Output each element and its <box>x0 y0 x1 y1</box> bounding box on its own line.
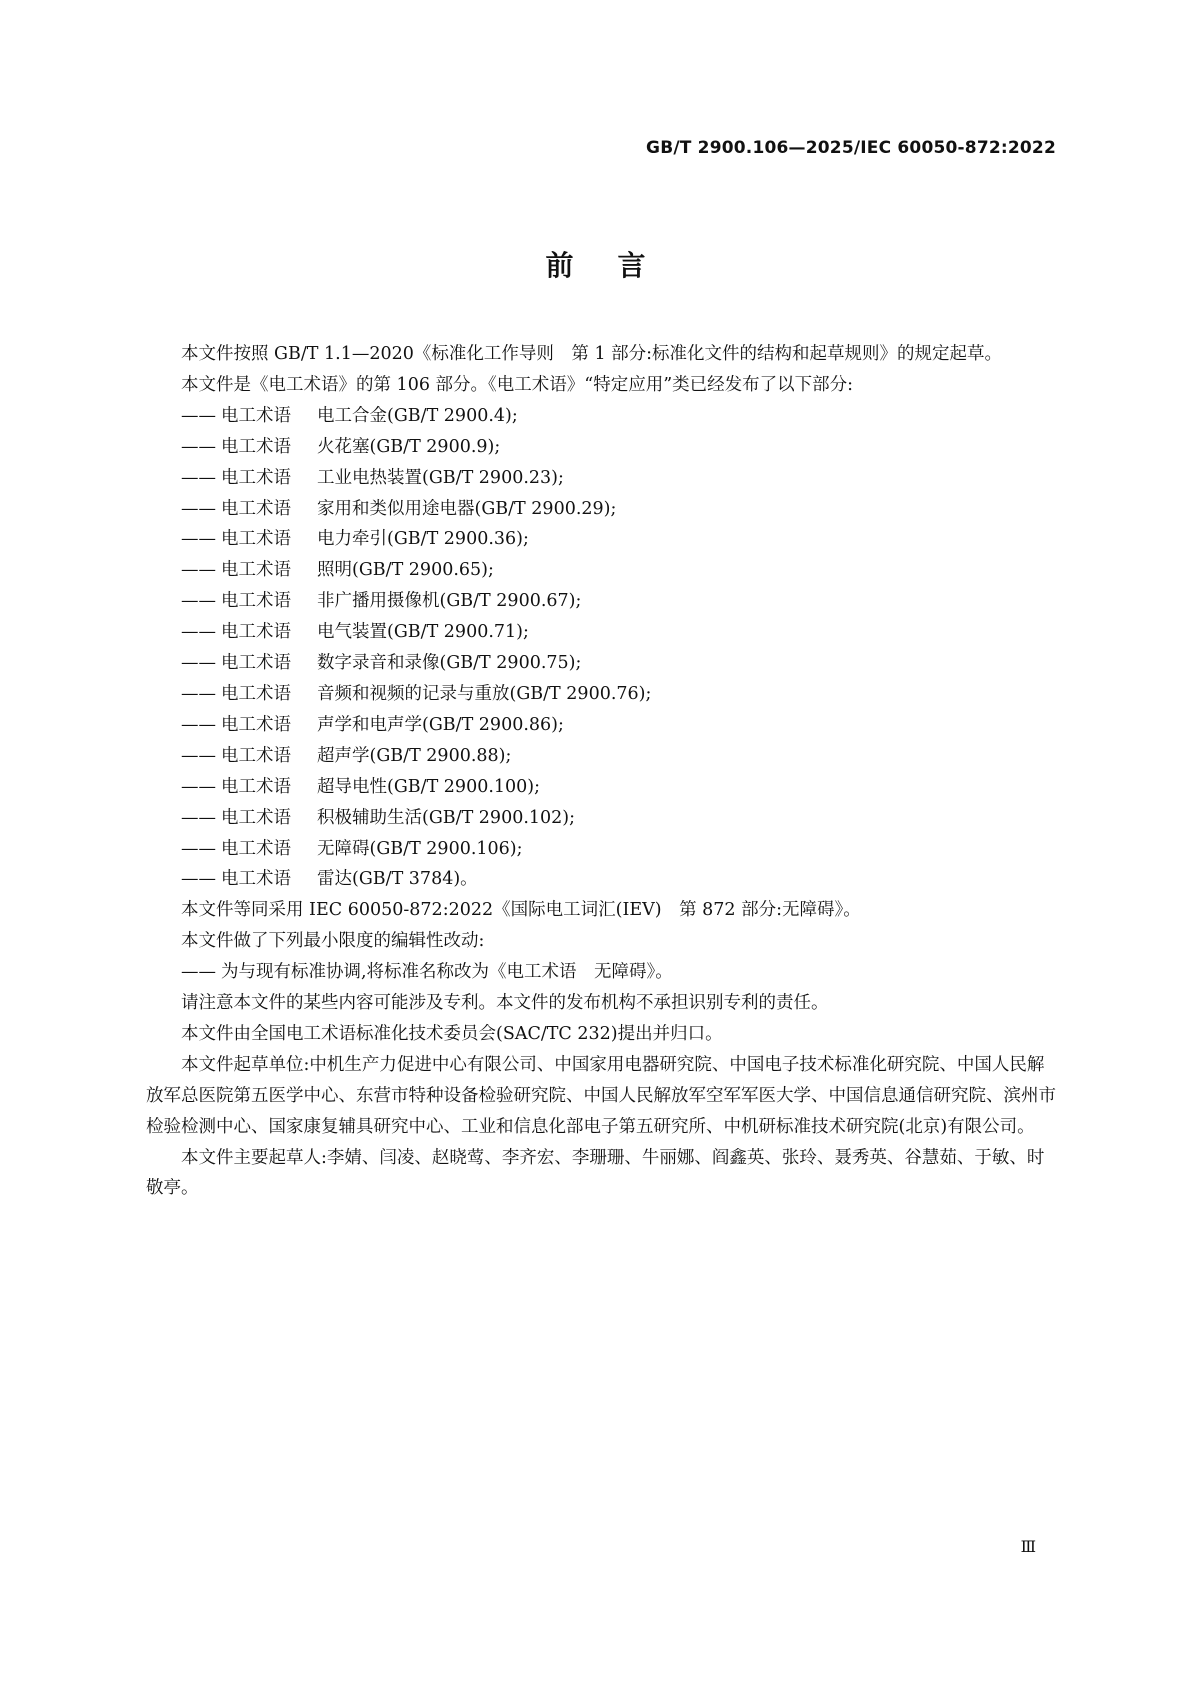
page-title: 前言 <box>545 249 690 282</box>
list-item: —— 电工术语 工业电热装置(GB/T 2900.23); <box>181 467 564 488</box>
list-item: —— 电工术语 电工合金(GB/T 2900.4); <box>181 405 518 426</box>
list-item: —— 电工术语 雷达(GB/T 3784)。 <box>181 869 478 890</box>
list-item: —— 电工术语 超声学(GB/T 2900.88); <box>181 745 512 766</box>
paragraph-drafters: 本文件主要起草人:李婧、闫凌、赵晓莺、李齐宏、李珊珊、牛丽娜、阎鑫英、张玲、聂秀英、谷慧茹、于敏、时敬亭。 <box>146 1147 1045 1199</box>
paragraph-adoption: 本文件等同采用 IEC 60050-872:2022《国际电工词汇(IEV) 第 872 部分:无障碍》。 <box>181 900 861 921</box>
standard-code-header: GB/T 2900.106—2025/IEC 60050-872:2022 <box>646 138 1056 158</box>
paragraph-drafting-basis: 本文件按照 GB/T 1.1—2020《标准化工作导则 第 1 部分:标准化文件的结构和起草规则》的规定起草。 <box>181 344 1003 364</box>
list-item: —— 电工术语 照明(GB/T 2900.65); <box>181 560 494 581</box>
page-number: Ⅲ <box>1020 1537 1036 1556</box>
list-item: —— 电工术语 数字录音和录像(GB/T 2900.75); <box>181 653 582 674</box>
list-item: —— 电工术语 超导电性(GB/T 2900.100); <box>181 776 541 797</box>
list-item: —— 电工术语 电力牵引(GB/T 2900.36); <box>181 529 529 550</box>
published-parts-list <box>146 401 1061 896</box>
edit-list-item: —— 为与现有标准协调,将标准名称改为《电工术语 无障碍》。 <box>181 962 673 983</box>
list-item: —— 电工术语 家用和类似用途电器(GB/T 2900.29); <box>181 498 617 519</box>
list-item: —— 电工术语 非广播用摄像机(GB/T 2900.67); <box>181 591 582 612</box>
paragraph-patent-notice: 请注意本文件的某些内容可能涉及专利。本文件的发布机构不承担识别专利的责任。 <box>181 993 829 1014</box>
document-body <box>146 339 1061 1204</box>
paragraph-series-intro: 本文件是《电工术语》的第 106 部分。《电工术语》“特定应用”类已经发布了以下部分: <box>181 374 854 395</box>
paragraph-edits-intro: 本文件做了下列最小限度的编辑性改动: <box>181 931 485 952</box>
list-item: —— 电工术语 电气装置(GB/T 2900.71); <box>181 622 529 643</box>
paragraph-committee: 本文件由全国电工术语标准化技术委员会(SAC/TC 232)提出并归口。 <box>181 1023 723 1044</box>
list-item: —— 电工术语 声学和电声学(GB/T 2900.86); <box>181 714 564 735</box>
paragraph-drafting-units: 本文件起草单位:中机生产力促进中心有限公司、中国家用电器研究院、中国电子技术标准化研究院、中国人民解放军总医院第五医学中心、东营市特种设备检验研究院、中国人民解放军空军军医大学、中国信息通信研究院、滨州市检验检测中心、国家康复辅具研究中心、工业和信息化部电子第五研究所、中机研标准技术研究院(北京)有限公司。 <box>146 1054 1056 1137</box>
list-item: —— 电工术语 音频和视频的记录与重放(GB/T 2900.76); <box>181 683 652 704</box>
list-item: —— 电工术语 火花塞(GB/T 2900.9); <box>181 436 501 457</box>
list-item: —— 电工术语 积极辅助生活(GB/T 2900.102); <box>181 807 576 828</box>
list-item: —— 电工术语 无障碍(GB/T 2900.106); <box>181 838 523 859</box>
